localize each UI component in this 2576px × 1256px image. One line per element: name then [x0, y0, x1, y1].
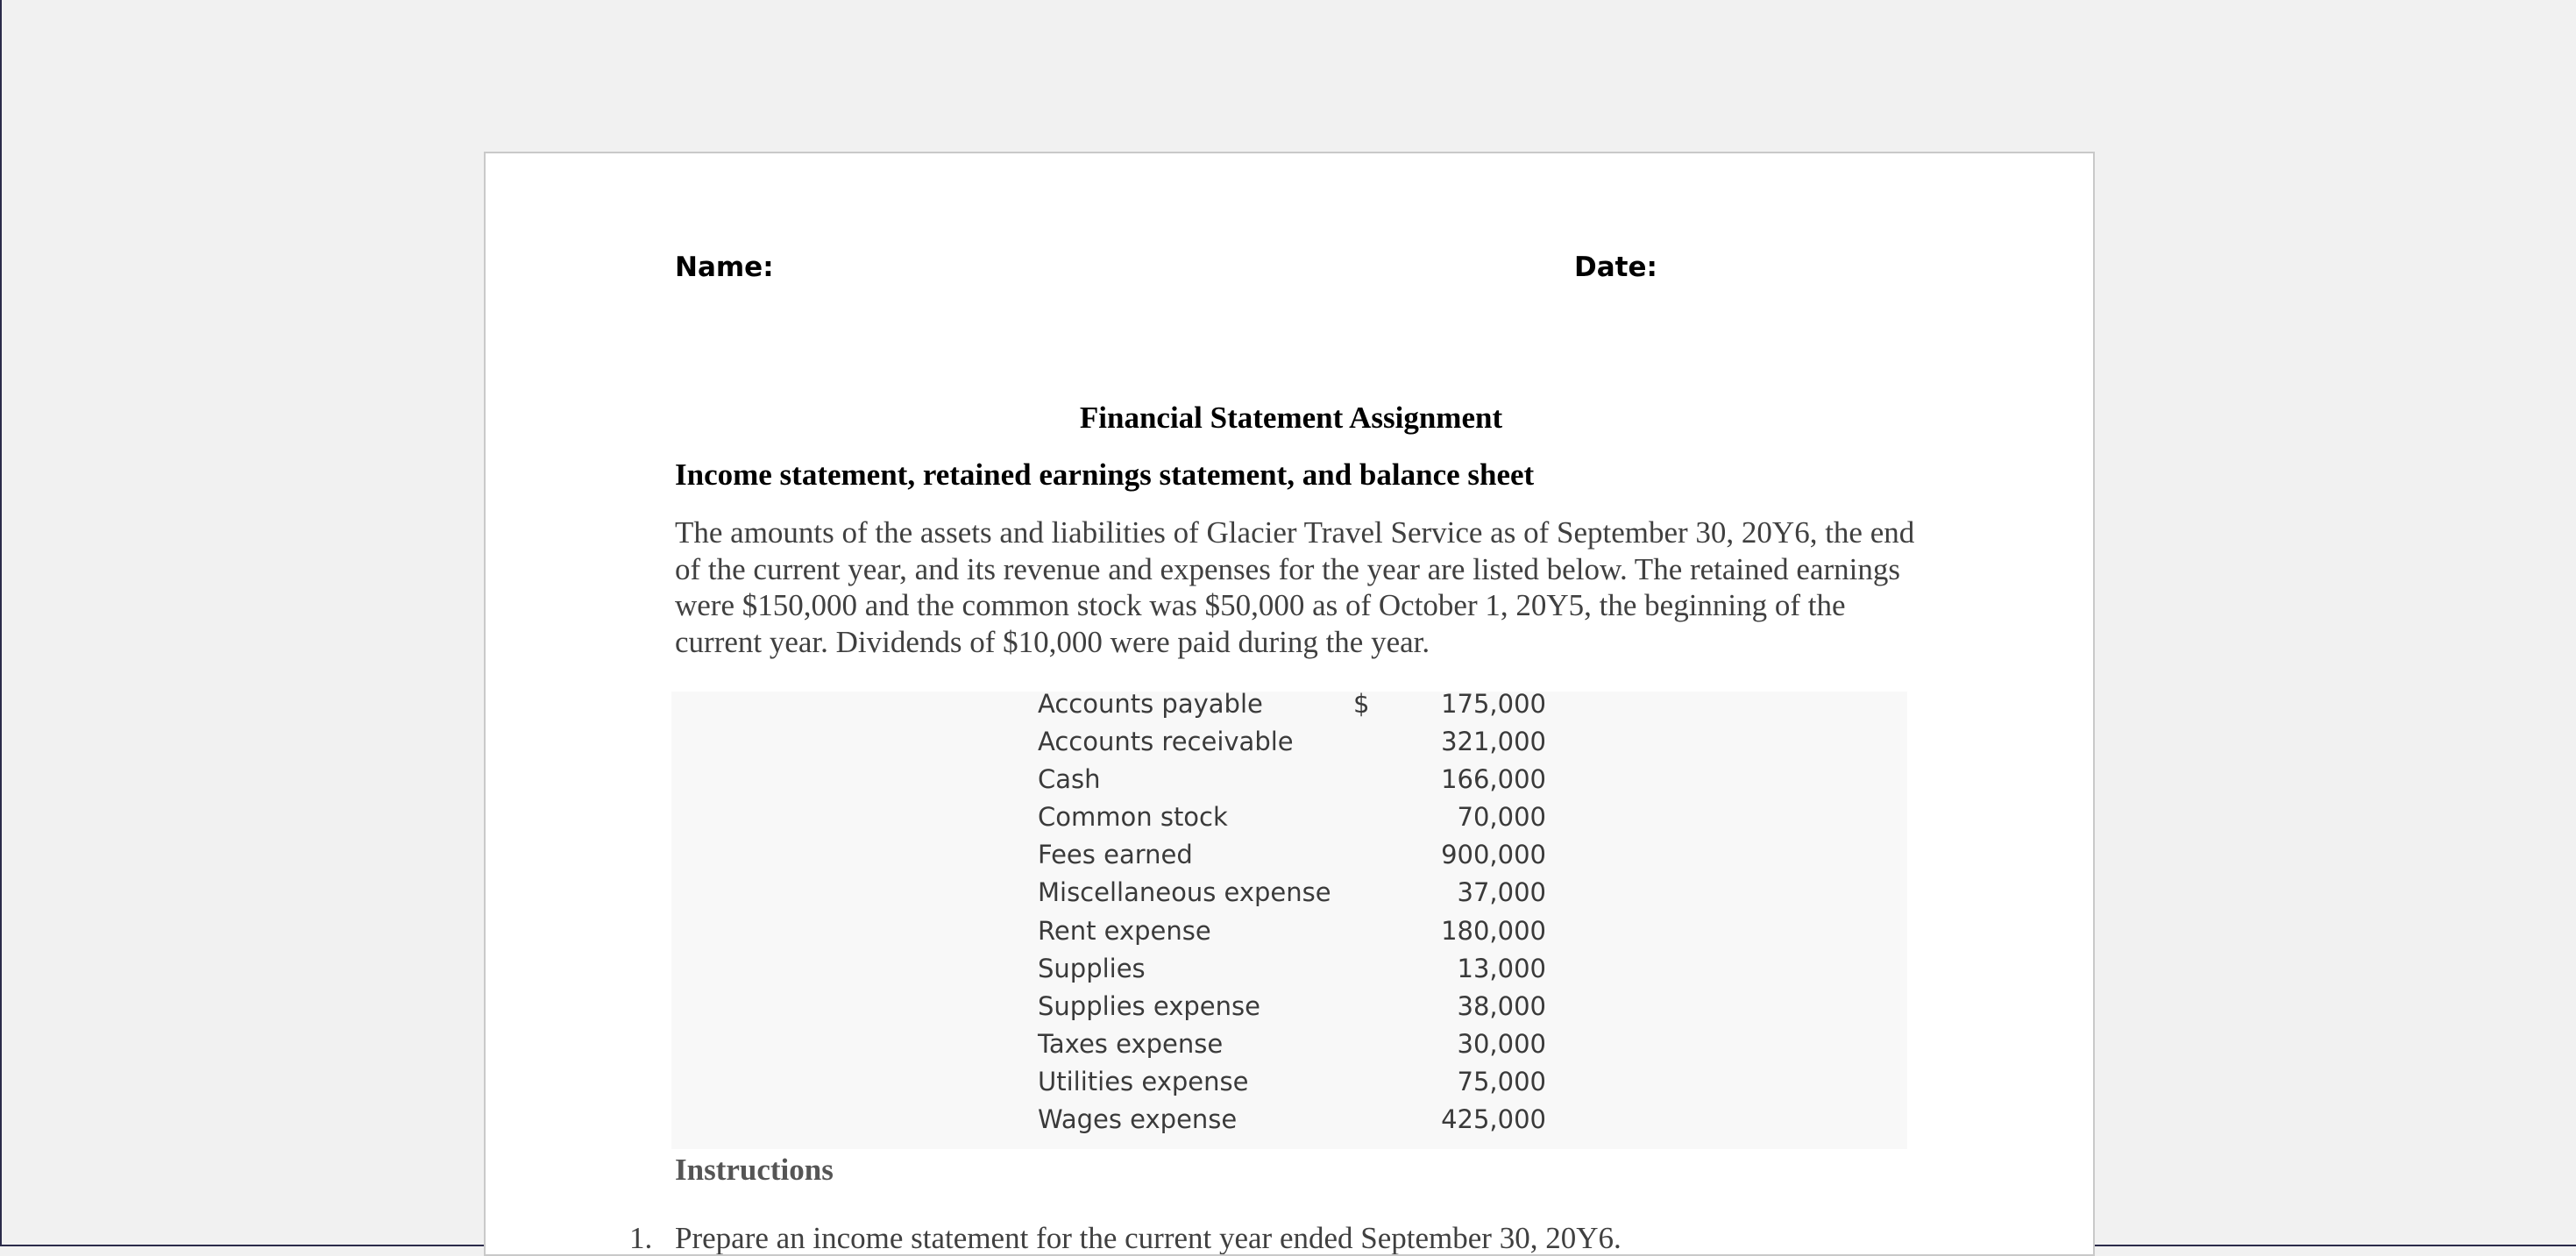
account-amount: 38,000	[1457, 990, 1546, 1021]
account-label: Wages expense	[1038, 1104, 1238, 1135]
account-table	[1038, 685, 1546, 1139]
table-row	[1038, 1101, 1546, 1139]
account-label: Rent expense	[1038, 915, 1211, 946]
table-row	[1038, 912, 1546, 950]
instruction-number: 1.	[629, 1221, 653, 1255]
name-label: Name:	[675, 252, 774, 283]
table-row	[1038, 761, 1546, 798]
account-label: Accounts payable	[1038, 689, 1263, 719]
date-label: Date:	[1574, 252, 1657, 283]
table-row	[1038, 1025, 1546, 1063]
currency-symbol: $	[1353, 689, 1370, 719]
account-label: Cash	[1038, 764, 1101, 795]
table-row	[1038, 1063, 1546, 1101]
table-row	[1038, 950, 1546, 988]
account-label: Common stock	[1038, 802, 1228, 833]
account-label: Utilities expense	[1038, 1066, 1249, 1096]
account-amount: 321,000	[1441, 727, 1546, 757]
table-row	[1038, 988, 1546, 1025]
instruction-text: Prepare an income statement for the current year ended September 30, 20Y6.	[675, 1221, 1622, 1255]
account-label: Fees earned	[1038, 840, 1193, 870]
account-amount: 13,000	[1457, 953, 1546, 983]
account-amount: 180,000	[1441, 915, 1546, 946]
problem-paragraph: The amounts of the assets and liabilities of Glacier Travel Service as of September 30, 20Y6, the end of the current year, and its revenue and expenses for the year are listed below. The retained earnings were $150,000 and the common stock was $50,000 as of October 1, 20Y5, the beginning of the current year. Dividends of $10,000 were paid during the year.	[675, 515, 1915, 659]
account-amount: 75,000	[1457, 1066, 1546, 1096]
instructions-heading: Instructions	[675, 1153, 834, 1187]
account-label: Accounts receivable	[1038, 727, 1294, 757]
account-amount: 37,000	[1457, 877, 1546, 908]
account-amount: 166,000	[1441, 764, 1546, 795]
table-row	[1038, 836, 1546, 874]
account-label: Miscellaneous expense	[1038, 877, 1331, 908]
table-row	[1038, 723, 1546, 761]
table-row	[1038, 685, 1546, 723]
account-amount: 70,000	[1457, 802, 1546, 833]
account-amount: 175,000	[1441, 689, 1546, 719]
account-label: Supplies	[1038, 953, 1146, 983]
account-amount: 425,000	[1441, 1104, 1546, 1135]
account-label: Taxes expense	[1038, 1028, 1224, 1059]
window-left-edge	[0, 0, 2, 1246]
table-row	[1038, 874, 1546, 912]
document-title: Financial Statement Assignment	[1079, 401, 1503, 435]
account-amount: 900,000	[1441, 840, 1546, 870]
table-row	[1038, 798, 1546, 836]
document-page	[484, 152, 2095, 1256]
account-label: Supplies expense	[1038, 990, 1260, 1021]
account-amount: 30,000	[1457, 1028, 1546, 1059]
section-subheading: Income statement, retained earnings statement, and balance sheet	[675, 458, 1535, 492]
